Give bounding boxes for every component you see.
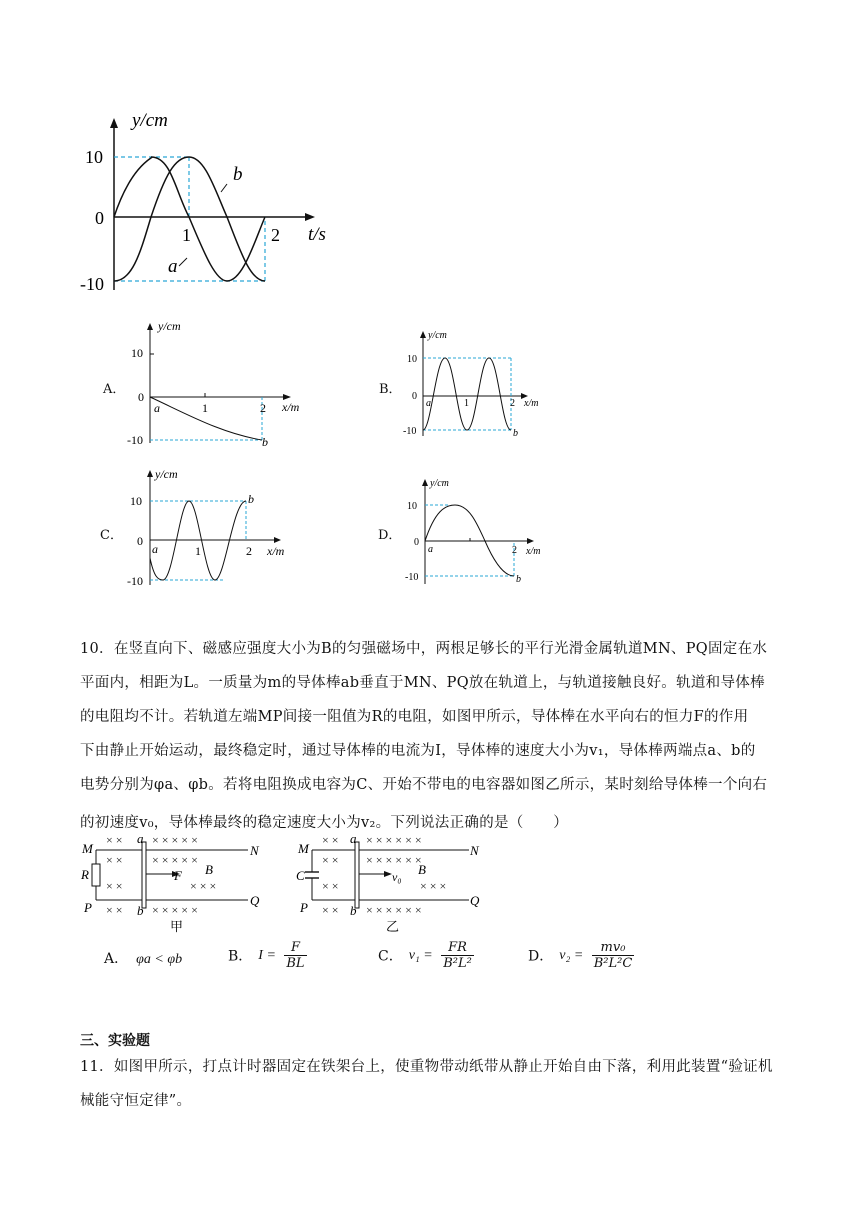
option-a-graph [125,318,315,448]
svg-text:N: N [250,843,259,858]
svg-text:v₀: v₀ [392,870,402,884]
option-c-graph [125,465,305,590]
svg-text:y/cm: y/cm [428,330,447,341]
svg-text:× ×: × × [106,879,123,893]
svg-text:2: 2 [246,544,252,558]
option-d-graph [400,476,560,586]
svg-text:× ×: × × [322,833,339,847]
svg-text:× × × × × ×: × × × × × × [366,903,422,917]
svg-text:R: R [81,867,89,882]
a-label: a [154,401,160,415]
svg-text:10: 10 [130,494,142,508]
svg-text:2: 2 [512,545,517,556]
svg-text:C: C [296,868,305,883]
q10-line2: 平面内，相距为L。一质量为m的导体棒ab垂直于MN、PQ放在轨道上，与轨道接触良好。轨道和导体棒 [80,675,765,691]
y-label: y/cm [158,319,181,333]
svg-text:× × ×: × × × [420,879,447,893]
svg-text:× ×: × × [106,833,123,847]
svg-text:P: P [84,900,92,915]
q10-line6: 的初速度v₀，导体棒最终的稳定速度大小为v₂。下列说法正确的是（ ） [80,815,569,831]
q10-line1: 10．在竖直向下、磁感应强度大小为B的匀强磁场中，两根足够长的平行光滑金属轨道MN、PQ固定在水 [80,641,768,657]
svg-text:× × × × × ×: × × × × × × [366,853,422,867]
tick-neg10: -10 [80,274,104,294]
svg-text:P: P [300,900,308,915]
svg-text:b: b [350,903,357,918]
svg-text:x/m: x/m [526,546,541,557]
answer-b: B． I = $\frac{F}{BL}$ [228,940,305,971]
svg-text:F: F [174,868,182,883]
svg-text:-10: -10 [127,574,143,588]
tick-10: 10 [131,346,143,360]
option-b-graph [398,328,558,438]
q11-line2: 械能守恒定律”。 [80,1093,192,1109]
svg-text:x/m: x/m [267,544,285,558]
q11-text [80,1050,780,1118]
svg-text:2: 2 [510,398,515,409]
answer-a: A． φa < φb [104,951,183,967]
svg-text:× ×: × × [106,853,123,867]
svg-text:× × ×: × × × [190,879,217,893]
svg-text:y/cm: y/cm [430,478,449,489]
svg-text:× × × × × ×: × × × × × × [366,833,422,847]
svg-text:y/cm: y/cm [155,467,178,481]
svg-text:B: B [205,862,213,877]
curve-b-label: b [233,164,243,185]
svg-text:10: 10 [407,354,417,365]
svg-text:0: 0 [137,534,143,548]
svg-text:B: B [418,862,426,877]
svg-text:-10: -10 [403,426,417,437]
option-a-label: A． [103,382,126,397]
svg-text:a: a [137,831,144,846]
svg-text:× ×: × × [322,853,339,867]
curve-a-label: a [168,256,178,277]
svg-text:× ×: × × [322,903,339,917]
y-axis-label: y/cm [132,110,168,131]
option-c-label: C． [100,528,123,543]
x-label: x/m [282,400,300,414]
tick-0: 0 [138,390,144,404]
t-axis-label: t/s [308,224,326,245]
svg-text:a: a [426,398,431,409]
svg-text:1: 1 [464,398,469,409]
b-label: b [262,435,268,448]
svg-text:-10: -10 [405,572,419,583]
section-title: 三、实验题 [80,1033,150,1049]
svg-text:N: N [470,843,479,858]
svg-text:0: 0 [414,537,419,548]
svg-text:M: M [82,841,93,856]
svg-text:M: M [298,841,309,856]
svg-text:b: b [137,903,144,918]
tick-0: 0 [95,208,104,228]
answer-d: D． v₂ = $\frac{\text{mv₀}}{\text{B²L²C}}$ [528,940,633,971]
svg-text:x/m: x/m [524,398,539,409]
svg-text:× ×: × × [322,879,339,893]
svg-text:a: a [152,542,158,556]
q10-text [80,632,780,840]
svg-text:乙: 乙 [386,919,400,934]
svg-text:1: 1 [195,544,201,558]
svg-text:Q: Q [470,893,480,908]
svg-text:10: 10 [407,501,417,512]
svg-text:b: b [513,428,518,438]
tick-2: 2 [260,401,266,415]
svg-text:a: a [350,831,357,846]
svg-text:a: a [428,544,433,555]
tick-1: 1 [182,225,191,245]
svg-text:× × × × ×: × × × × × [152,853,198,867]
svg-text:甲: 甲 [170,919,184,934]
circuit-yi [294,828,494,936]
q11-line1: 11．如图甲所示，打点计时器固定在铁架台上，使重物带动纸带从静止开始自由下落，利用此装置“验证机 [80,1059,773,1075]
option-d-label: D． [378,528,402,543]
tick-neg10: -10 [127,433,143,447]
q10-line3: 的电阻均不计。若轨道左端MP间接一阻值为R的电阻，如图甲所示，导体棒在水平向右的恒力F的作用 [80,709,749,725]
tick-2: 2 [271,225,280,245]
q10-line4: 下由静止开始运动，最终稳定时，通过导体棒的电流为I，导体棒的速度大小为v₁，导体棒两端点a、b的 [80,743,756,759]
main-yt-graph [75,100,335,300]
svg-text:0: 0 [412,391,417,402]
svg-text:Q: Q [250,893,260,908]
svg-text:b: b [248,492,254,506]
answer-c: C． v₁ = $\frac{FR}{\text{B²L²}}$ [378,940,472,971]
tick-1: 1 [202,401,208,415]
svg-text:× × × × ×: × × × × × [152,903,198,917]
circuit-jia [78,828,278,936]
q10-line5: 电势分别为φa、φb。若将电阻换成电容为C、开始不带电的电容器如图乙所示，某时刻给导体棒一个向右 [80,777,768,793]
svg-text:b: b [516,574,521,585]
svg-text:× ×: × × [106,903,123,917]
tick-10: 10 [85,147,103,167]
option-b-label: B． [379,382,402,397]
svg-text:× × × × ×: × × × × × [152,833,198,847]
